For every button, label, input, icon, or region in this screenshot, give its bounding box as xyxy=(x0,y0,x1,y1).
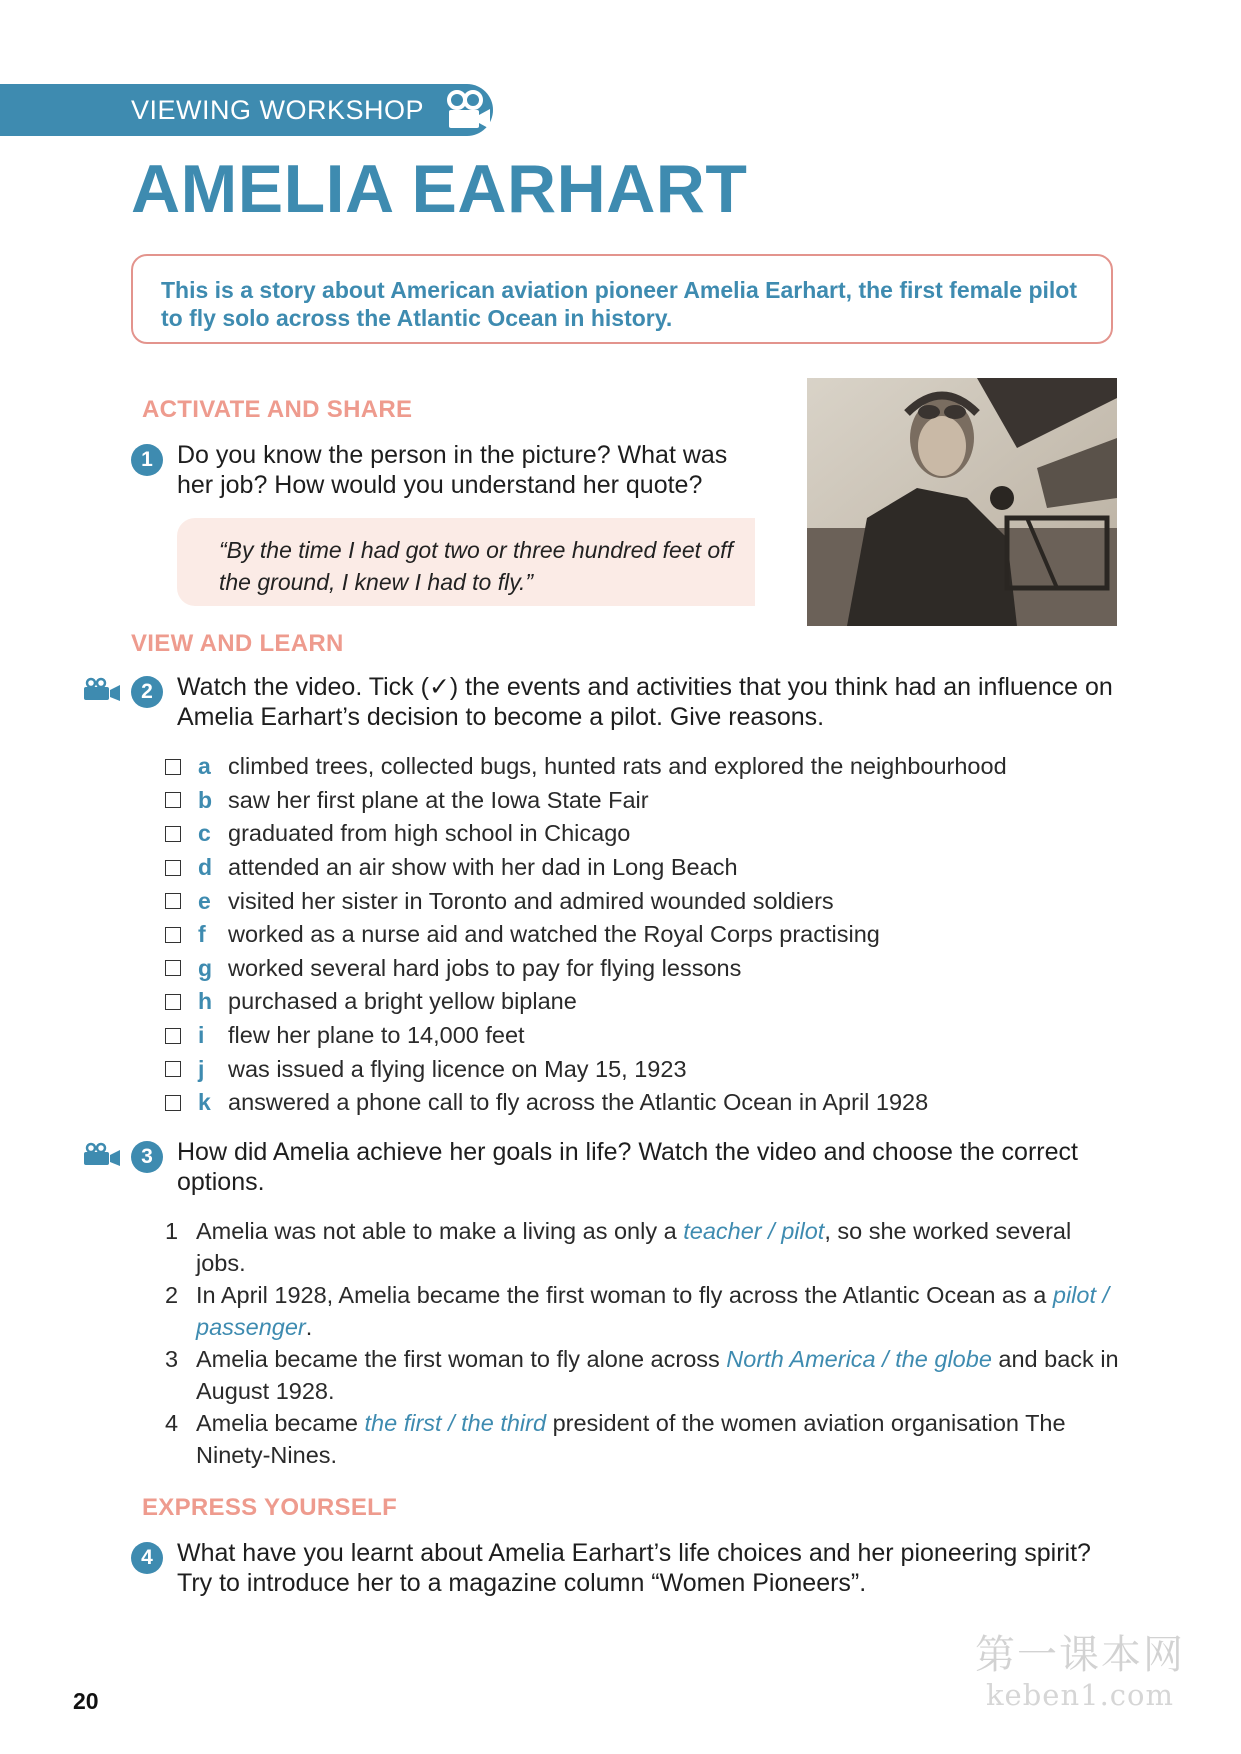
checkbox-icon[interactable] xyxy=(165,1061,181,1077)
list-item: d attended an air show with her dad in Long Beach xyxy=(165,851,1085,885)
checkbox-icon[interactable] xyxy=(165,1095,181,1111)
checkbox-icon[interactable] xyxy=(165,994,181,1010)
list-item: i flew her plane to 14,000 feet xyxy=(165,1019,1085,1053)
options-list xyxy=(165,1215,1125,1471)
option-choice[interactable]: teacher / pilot xyxy=(683,1218,825,1244)
checkbox-icon[interactable] xyxy=(165,927,181,943)
question-number-1: 1 xyxy=(131,444,163,476)
page-number: 20 xyxy=(73,1688,99,1714)
list-item: 4 Amelia became the first / the third president of the women aviation organisation The Ninety-Nines. xyxy=(165,1410,1066,1468)
section-heading-activate: ACTIVATE AND SHARE xyxy=(142,396,413,423)
checkbox-icon[interactable] xyxy=(165,792,181,808)
question-1-text: Do you know the person in the picture? What was her job? How would you understand her quote? xyxy=(177,441,728,499)
list-item: g worked several hard jobs to pay for flying lessons xyxy=(165,952,1085,986)
list-item: e visited her sister in Toronto and admired wounded soldiers xyxy=(165,884,1085,918)
list-item: k answered a phone call to fly across the Atlantic Ocean in April 1928 xyxy=(165,1086,1085,1120)
list-item: f worked as a nurse aid and watched the Royal Corps practising xyxy=(165,918,1085,952)
question-4-text: What have you learnt about Amelia Earhart’s life choices and her pioneering spirit? Try to introduce her to a magazine column “Women Pioneers”. xyxy=(177,1539,1091,1597)
section-heading-express: EXPRESS YOURSELF xyxy=(142,1494,398,1521)
section-label: VIEWING WORKSHOP xyxy=(131,94,425,125)
watermark: 第一课本网 keben1.com xyxy=(975,1632,1185,1712)
list-item: c graduated from high school in Chicago xyxy=(165,817,1085,851)
question-number-2: 2 xyxy=(131,676,163,708)
intro-box: This is a story about American aviation pioneer Amelia Earhart, the first female pilot to fly solo across the Atlantic Ocean in history. xyxy=(131,254,1113,344)
option-choice[interactable]: North America / the globe xyxy=(726,1346,992,1372)
question-number-4: 4 xyxy=(131,1542,163,1574)
list-item: 1 Amelia was not able to make a living as only a teacher / pilot, so she worked several jobs. xyxy=(165,1218,1072,1276)
quote-box: “By the time I had got two or three hundred feet off the ground, I knew I had to fly.” xyxy=(177,518,755,606)
list-item: a climbed trees, collected bugs, hunted rats and explored the neighbourhood xyxy=(165,750,1085,784)
question-3-text: How did Amelia achieve her goals in life? Watch the video and choose the correct options. xyxy=(177,1138,1078,1196)
list-item: j was issued a flying licence on May 15, 1923 xyxy=(165,1052,1085,1086)
video-camera-icon xyxy=(83,677,121,706)
question-number-3: 3 xyxy=(131,1141,163,1173)
option-choice[interactable]: pilot / passenger xyxy=(196,1282,1110,1340)
checkbox-icon[interactable] xyxy=(165,826,181,842)
list-item: 2 In April 1928, Amelia became the first woman to fly across the Atlantic Ocean as a pilot / passenger. xyxy=(165,1282,1110,1340)
section-heading-view: VIEW AND LEARN xyxy=(131,630,344,657)
list-item: b saw her first plane at the Iowa State Fair xyxy=(165,784,1085,818)
checkbox-icon[interactable] xyxy=(165,759,181,775)
checkbox-icon[interactable] xyxy=(165,1028,181,1044)
tick-mark-icon: ✓ xyxy=(428,673,450,701)
option-choice[interactable]: the first / the third xyxy=(364,1410,547,1436)
video-camera-icon xyxy=(446,90,492,130)
tick-list xyxy=(165,750,1085,1120)
checkbox-icon[interactable] xyxy=(165,960,181,976)
checkbox-icon[interactable] xyxy=(165,860,181,876)
video-camera-icon xyxy=(83,1142,121,1171)
page-title: AMELIA EARHART xyxy=(131,151,748,227)
question-2-text: Watch the video. Tick (✓) the events and activities that you think had an influence on Amelia Earhart’s decision to become a pilot. Give reasons. xyxy=(177,673,1113,731)
amelia-earhart-photo xyxy=(807,378,1117,631)
list-item: h purchased a bright yellow biplane xyxy=(165,985,1085,1019)
section-banner xyxy=(0,84,493,136)
list-item: 3 Amelia became the first woman to fly alone across North America / the globe and back in August 1928. xyxy=(165,1346,1119,1404)
checkbox-icon[interactable] xyxy=(165,893,181,909)
